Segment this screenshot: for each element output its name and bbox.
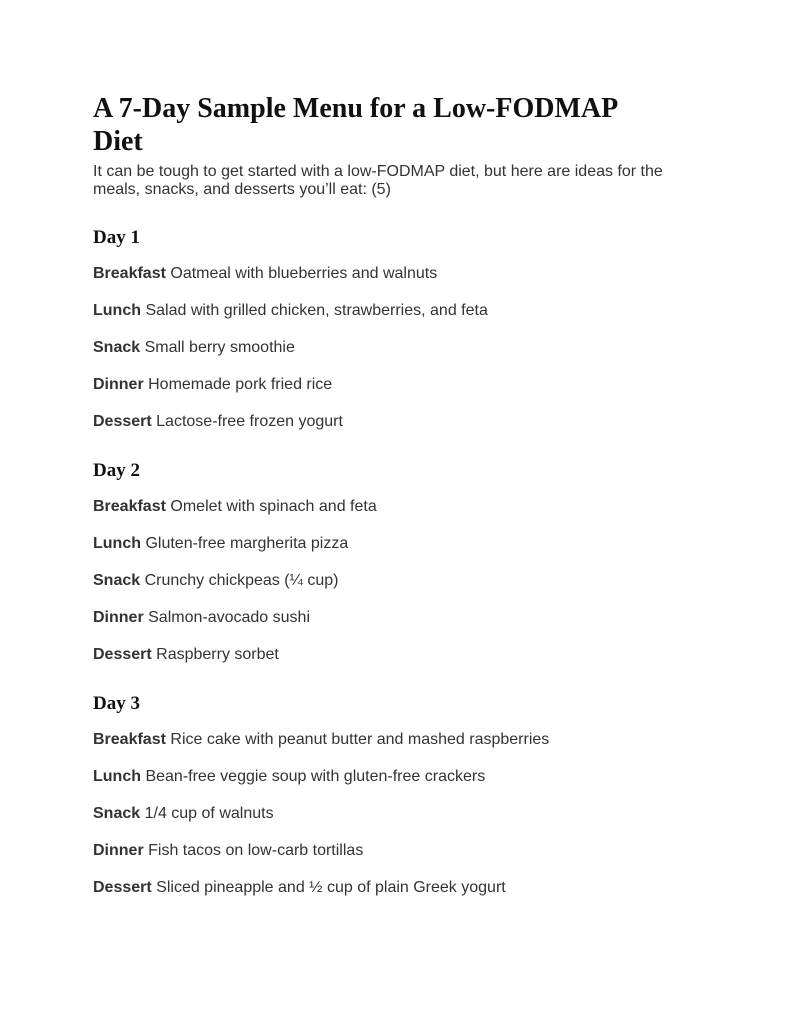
meal-label: Dessert xyxy=(93,879,152,896)
meal-item xyxy=(93,842,713,860)
meal-text: Sliced pineapple and ½ cup of plain Greek yogurt xyxy=(156,879,506,896)
meal-item xyxy=(93,879,713,897)
meal-label: Snack xyxy=(93,805,141,822)
meal-text: Salmon-avocado sushi xyxy=(148,609,310,626)
meal-item xyxy=(93,413,713,431)
meal-label: Lunch xyxy=(93,535,141,552)
meal-label: Lunch xyxy=(93,768,141,785)
meal-text: Omelet with spinach and feta xyxy=(170,498,377,515)
meal-text: Oatmeal with blueberries and walnuts xyxy=(170,265,438,282)
meal-text: Lactose-free frozen yogurt xyxy=(156,413,343,430)
meal-text: Fish tacos on low-carb tortillas xyxy=(148,842,364,859)
meal-label: Lunch xyxy=(93,302,141,319)
meal-text: Salad with grilled chicken, strawberries, and feta xyxy=(145,302,488,319)
day-heading: Day 1 xyxy=(93,227,140,248)
meal-label: Breakfast xyxy=(93,731,166,748)
meal-label: Dinner xyxy=(93,376,144,393)
meal-label: Snack xyxy=(93,339,141,356)
meal-text: Rice cake with peanut butter and mashed raspberries xyxy=(170,731,550,748)
meal-item xyxy=(93,339,713,357)
meal-text: Homemade pork fried rice xyxy=(148,376,333,393)
meal-item xyxy=(93,646,713,664)
day-heading: Day 2 xyxy=(93,460,140,481)
meal-label: Breakfast xyxy=(93,265,166,282)
meal-text: 1/4 cup of walnuts xyxy=(144,805,274,822)
meal-item xyxy=(93,535,713,553)
meal-item xyxy=(93,498,713,516)
meal-text: Bean-free veggie soup with gluten-free crackers xyxy=(145,768,486,785)
meal-item xyxy=(93,376,713,394)
meal-item xyxy=(93,768,713,786)
meal-label: Dessert xyxy=(93,646,152,663)
meal-item xyxy=(93,302,713,320)
meal-label: Dinner xyxy=(93,609,144,626)
document-page xyxy=(93,92,713,897)
meal-item xyxy=(93,805,713,823)
meal-text: Crunchy chickpeas (¼ cup) xyxy=(144,572,339,589)
day-section xyxy=(93,693,713,897)
meal-text: Small berry smoothie xyxy=(144,339,295,356)
meal-text: Gluten-free margherita pizza xyxy=(145,535,349,552)
day-section xyxy=(93,460,713,664)
meal-label: Dinner xyxy=(93,842,144,859)
meal-item xyxy=(93,609,713,627)
meal-label: Snack xyxy=(93,572,141,589)
page-title: A 7-Day Sample Menu for a Low-FODMAP Diet xyxy=(93,93,617,157)
day-section xyxy=(93,227,713,431)
meal-item xyxy=(93,572,713,590)
day-heading: Day 3 xyxy=(93,693,140,714)
meal-item xyxy=(93,731,713,749)
meal-label: Dessert xyxy=(93,413,152,430)
meal-label: Breakfast xyxy=(93,498,166,515)
intro-paragraph: It can be tough to get started with a low-FODMAP diet, but here are ideas for the meals, snacks, and desserts you’ll eat: (5) xyxy=(93,163,663,198)
meal-item xyxy=(93,265,713,283)
meal-text: Raspberry sorbet xyxy=(156,646,279,663)
